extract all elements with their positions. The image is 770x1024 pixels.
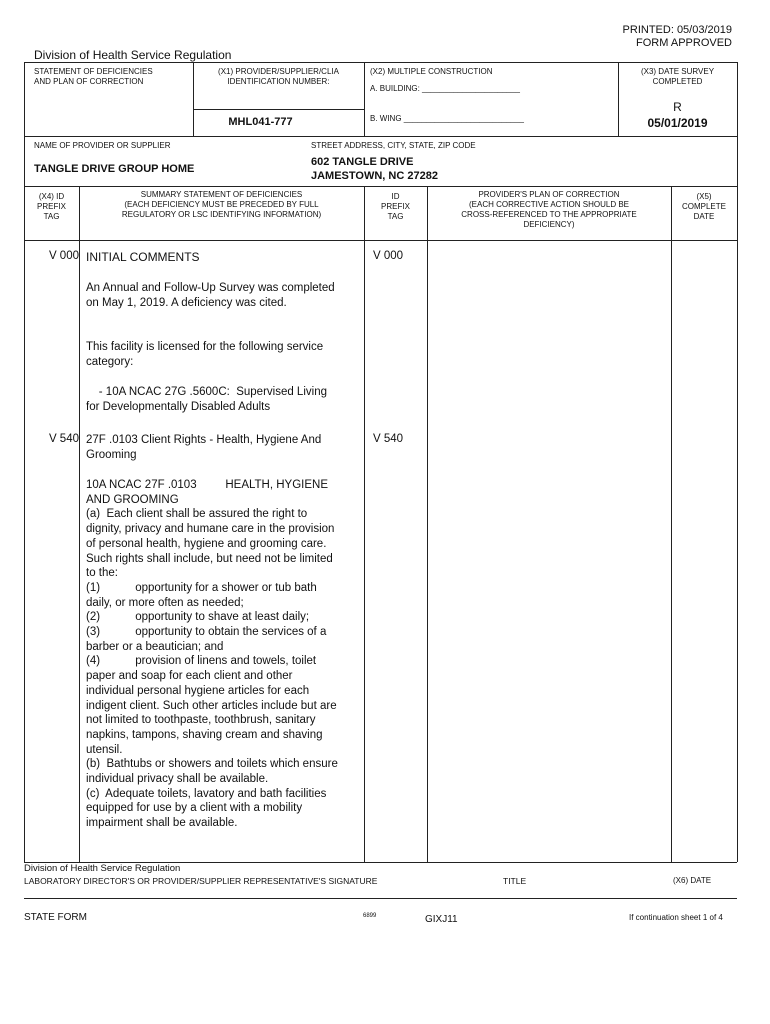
summary-header: SUMMARY STATEMENT OF DEFICIENCIES (EACH DEFICIENCY MUST BE PRECEDED BY FULL REGULATORY OR LSC IDENTIFYING INFORMATION) bbox=[121, 190, 322, 219]
printed-date: PRINTED: 05/03/2019 bbox=[622, 24, 732, 36]
survey-paragraph: An Annual and Follow-Up Survey was completed on May 1, 2019. A deficiency was cited. bbox=[86, 282, 335, 309]
service-category: - 10A NCAC 27G .5600C: Supervised Living for Developmentally Disabled Adults bbox=[86, 386, 327, 413]
wing-field: B. WING ___________________________ bbox=[370, 114, 524, 123]
signature-label: LABORATORY DIRECTOR'S OR PROVIDER/SUPPLIER REPRESENTATIVE'S SIGNATURE bbox=[24, 876, 378, 886]
form-code: 6899 bbox=[363, 913, 377, 919]
signature-line bbox=[24, 898, 737, 899]
state-form-label: STATE FORM bbox=[24, 912, 87, 923]
entry-title-initial-comments: INITIAL COMMENTS bbox=[86, 250, 200, 264]
address bbox=[311, 155, 438, 183]
license-paragraph: This facility is licensed for the following service category: bbox=[86, 341, 324, 368]
provider-label: NAME OF PROVIDER OR SUPPLIER bbox=[34, 141, 171, 150]
title-label: TITLE bbox=[503, 876, 527, 886]
address-street: 602 TANGLE DRIVE bbox=[311, 156, 414, 168]
form-approved: FORM APPROVED bbox=[636, 37, 732, 49]
x5-header: (X5) COMPLETE DATE bbox=[681, 192, 726, 221]
division-title: Division of Health Service Regulation bbox=[34, 48, 232, 62]
address-city: JAMESTOWN, NC 27282 bbox=[311, 170, 438, 182]
tag-v540: V 540 bbox=[48, 433, 79, 445]
building-field: A. BUILDING: ______________________ bbox=[370, 84, 520, 93]
footer-division: Division of Health Service Regulation bbox=[24, 863, 181, 874]
x3-label: (X3) DATE SURVEY COMPLETED bbox=[640, 67, 715, 86]
id-prefix-header: ID PREFIX TAG bbox=[381, 192, 410, 221]
form-id: GIXJ11 bbox=[425, 914, 458, 925]
survey-type: R bbox=[673, 100, 682, 114]
entry-title-client-rights: 27F .0103 Client Rights - Health, Hygiene And Grooming bbox=[86, 434, 322, 461]
provider-name: TANGLE DRIVE GROUP HOME bbox=[34, 163, 195, 175]
x2-label: (X2) MULTIPLE CONSTRUCTION bbox=[370, 67, 493, 76]
plan-header: PROVIDER'S PLAN OF CORRECTION (EACH CORRECTIVE ACTION SHOULD BE CROSS-REFERENCED TO THE APPROPRIATE DEFICIENCY) bbox=[461, 190, 637, 229]
x4-header: (X4) ID PREFIX TAG bbox=[37, 192, 66, 221]
date-label: (X6) DATE bbox=[673, 876, 712, 885]
tag-v000: V 000 bbox=[48, 250, 79, 262]
address-label: STREET ADDRESS, CITY, STATE, ZIP CODE bbox=[311, 141, 476, 150]
id-tag-v540: V 540 bbox=[373, 433, 404, 445]
survey-date: 05/01/2019 bbox=[647, 116, 708, 130]
x1-label: (X1) PROVIDER/SUPPLIER/CLIA IDENTIFICATION NUMBER: bbox=[218, 67, 339, 86]
provider-id-number: MHL041-777 bbox=[228, 116, 293, 128]
id-tag-v000: V 000 bbox=[373, 250, 404, 262]
regulation-text: 10A NCAC 27F .0103 HEALTH, HYGIENE AND GROOMING (a) Each client shall be assured the right to dignity, privacy and humane care in the provision of personal health, hygiene and grooming care. Such rights shall include, but need not be limited to the: (1) opportunity for a shower or tub bath daily, or more often as needed; (2) opportunity to shave at least daily; (3) opportunity to obtain the services of a barber or a beautician; and (4) provision of linens and towels, toilet paper and soap for each client and other individual personal hygiene articles for each indigent client. Such other articles include but are not limited to toothpaste, toothbrush, sanitary napkins, tampons, shaving cream and shaving utensil. (b) Bathtubs or showers and toilets which ensure individual privacy shall be available. (c) Adequate toilets, lavatory and bath facilities equipped for use by a client with a mobility impairment shall be available. bbox=[86, 479, 338, 830]
statement-label: STATEMENT OF DEFICIENCIES AND PLAN OF CORRECTION bbox=[34, 67, 153, 86]
continuation-sheet: If continuation sheet 1 of 4 bbox=[629, 913, 723, 922]
